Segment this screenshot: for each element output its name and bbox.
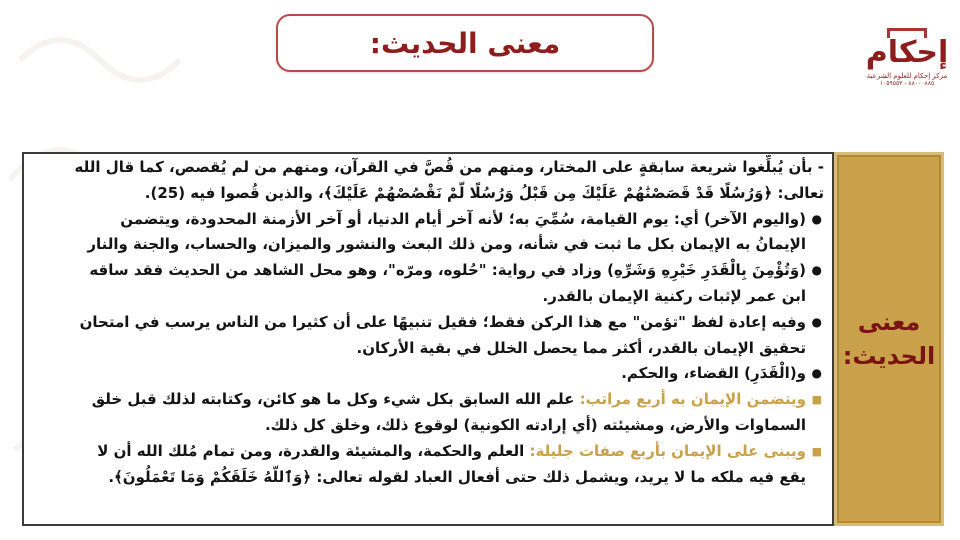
paragraph-definition <box>34 361 824 387</box>
text-line: تحقيق الإيمان بالقدر، أكثر مما يحصل الخلل في بقية الأركان. <box>356 338 806 357</box>
logo-mark: إحكام <box>865 35 949 70</box>
bullet-dot-icon: ● <box>811 366 822 381</box>
text-line: (واليوم الآخر) أي: يوم القيامة، سُمِّيَ به؛ لأنه آخر أيام الدنيا، أو آخر الأزمنة المحدودة، ويتضمن <box>120 209 806 228</box>
text-line: الإيمانُ به الإيمان بكل ما ثبت في شأنه، ومن ذلك البعث والنشور والميزان، والحساب، والجنة والنار <box>87 235 806 254</box>
paragraph-qadar <box>34 258 824 310</box>
bullet-square-icon: ■ <box>811 444 822 458</box>
text-line: وفيه إعادة لفظ "تؤمن" مع هذا الركن فقط؛ فقيل تنبيهًا على أن كثيرا من الناس يرسب في امتحان <box>79 312 806 331</box>
paragraph-levels <box>34 387 824 439</box>
bullet-dot-icon: ● <box>811 211 822 226</box>
paragraph-intro <box>34 155 824 207</box>
highlight-lead: ويبنى على الإيمان بأربع صفات جليلة: <box>529 441 806 460</box>
text-line: السماوات والأرض، ومشيئته (أي إرادته الكونية) لوقوع ذلك، وخلق كل ذلك. <box>264 415 806 434</box>
content-text <box>34 155 824 490</box>
bullet-square-icon: ■ <box>811 393 822 407</box>
text-line: ابن عمر لإثبات ركنية الإيمان بالقدر. <box>542 286 806 305</box>
text-line <box>34 387 806 413</box>
paragraph-attributes <box>34 439 824 491</box>
text-segment: علم الله السابق بكل شيء وكل ما هو كائن، وكتابته لذلك قبل خلق <box>91 390 580 409</box>
side-label: معنى الحديث: <box>842 308 936 370</box>
side-panel <box>834 152 944 526</box>
logo <box>864 28 950 98</box>
paragraph-repeat <box>34 310 824 362</box>
text-line: تعالى: ﴿وَرُسُلًا قَدْ قَصَصْنَٰهُمْ عَلَيْكَ مِن قَبْلُ وَرُسُلًا لَّمْ نَقْصُصْهُمْ عَلَيْكَ﴾، والذين قُصوا فيه (25). <box>144 183 824 202</box>
text-line: - بأن يُبلِّغوا شريعة سابقةٍ على المختار، ومنهم من قُصَّ في القرآن، ومنهم من لم يُقصص، كما قال الله <box>74 158 824 176</box>
logo-phone: ٨٨٠٠٠٨٨٥ - ١٠٥٩٥٥٣ <box>879 80 935 87</box>
highlight-lead: ويتضمن الإيمان به أربع مراتب: <box>579 390 806 409</box>
content-box <box>22 152 834 526</box>
logo-subtitle: مركز إحكام للعلوم الشرعية <box>866 72 948 80</box>
text-line: يقع فيه ملكه ما لا يريد، ويشمل ذلك حتى أفعال العباد لقوله تعالى: ﴿وَٱللَّهُ خَلَقَكُمْ وَمَا تَعْمَلُونَ﴾. <box>108 467 806 486</box>
text-line: و(الْقَدَرِ) القضاء، والحكم. <box>621 364 806 383</box>
page-title: معنى الحديث: <box>369 26 561 60</box>
paragraph-last-day <box>34 207 824 259</box>
bullet-dot-icon: ● <box>811 314 822 329</box>
text-segment: العلم والحكمة، والمشيئة والقدرة، ومن تمام مُلك الله أن لا <box>97 441 530 460</box>
text-line: (وَتُؤْمِنَ بِالْقَدَرِ خَيْرِهِ وَشَرِّهِ) وزاد في رواية: "حُلوه، ومرّه"، وهو محل الشاهد من الحديث فقد ساقه <box>89 261 806 280</box>
text-line <box>34 439 806 465</box>
bullet-dot-icon: ● <box>811 263 822 278</box>
title-box <box>276 14 654 72</box>
